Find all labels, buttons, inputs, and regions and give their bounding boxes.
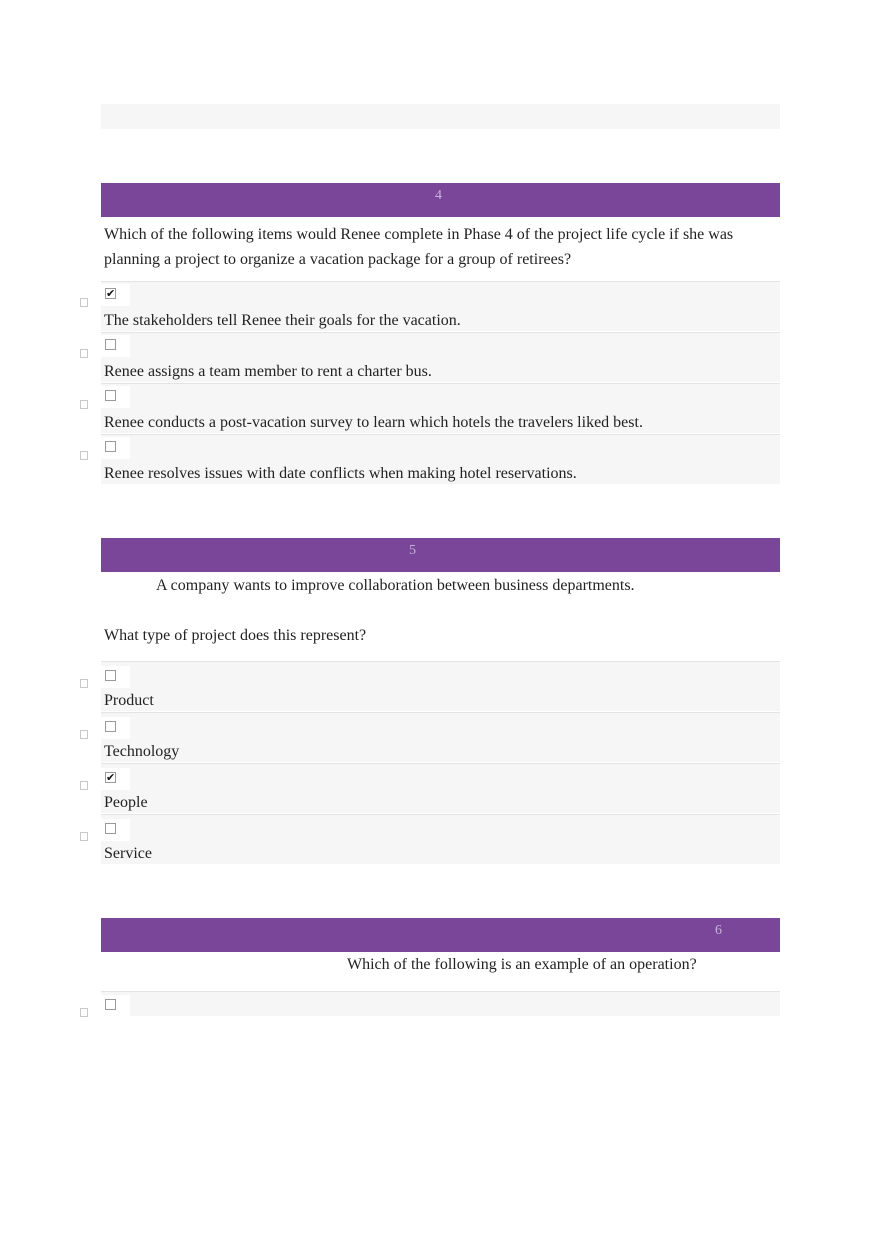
top-strip: [101, 104, 780, 129]
answer-option[interactable]: [101, 814, 780, 864]
checkmark-icon[interactable]: ✔: [106, 771, 116, 784]
empty-checkbox-icon[interactable]: [105, 441, 116, 452]
question-4-header: [101, 183, 780, 217]
bullet-icon: [80, 451, 88, 460]
answer-label: Renee assigns a team member to rent a charter bus.: [104, 363, 432, 380]
answer-label: People: [104, 794, 148, 811]
question-number: 5: [409, 543, 416, 558]
question-6-text: Which of the following is an example of an operation?: [347, 956, 697, 973]
answer-option[interactable]: [101, 991, 780, 1016]
answer-label: Service: [104, 845, 152, 862]
answer-option[interactable]: [101, 434, 780, 484]
question-4-text: Which of the following items would Renee complete in Phase 4 of the project life cycle if she was planning a project to organize a vacation package for a group of retirees?: [104, 226, 734, 268]
question-5-header: [101, 538, 780, 572]
empty-checkbox-icon[interactable]: [105, 721, 116, 732]
bullet-icon: [80, 679, 88, 688]
answer-label: Product: [104, 692, 154, 709]
empty-checkbox-icon[interactable]: [105, 999, 116, 1010]
bullet-icon: [80, 1008, 88, 1017]
answer-option[interactable]: [101, 763, 780, 813]
answer-label: Technology: [104, 743, 180, 760]
answer-option[interactable]: [101, 661, 780, 711]
answer-option[interactable]: [101, 712, 780, 762]
question-5-text: What type of project does this represent?: [104, 627, 367, 644]
answer-label: The stakeholders tell Renee their goals for the vacation.: [104, 312, 461, 329]
answer-option[interactable]: [101, 332, 780, 382]
empty-checkbox-icon[interactable]: [105, 339, 116, 350]
question-5-scenario: A company wants to improve collaboration between business departments.: [156, 577, 635, 594]
question-number: 6: [715, 923, 722, 938]
bullet-icon: [80, 832, 88, 841]
question-6-header: [101, 918, 780, 952]
answer-label: Renee resolves issues with date conflicts when making hotel reservations.: [104, 465, 577, 482]
empty-checkbox-icon[interactable]: [105, 390, 116, 401]
checkmark-icon[interactable]: ✔: [106, 287, 116, 300]
answer-option[interactable]: [101, 383, 780, 433]
empty-checkbox-icon[interactable]: [105, 823, 116, 834]
bullet-icon: [80, 349, 88, 358]
bullet-icon: [80, 400, 88, 409]
bullet-icon: [80, 298, 88, 307]
question-number: 4: [435, 188, 442, 203]
answer-label: Renee conducts a post-vacation survey to learn which hotels the travelers liked best.: [104, 414, 643, 431]
empty-checkbox-icon[interactable]: [105, 670, 116, 681]
bullet-icon: [80, 781, 88, 790]
answer-option[interactable]: [101, 281, 780, 331]
bullet-icon: [80, 730, 88, 739]
